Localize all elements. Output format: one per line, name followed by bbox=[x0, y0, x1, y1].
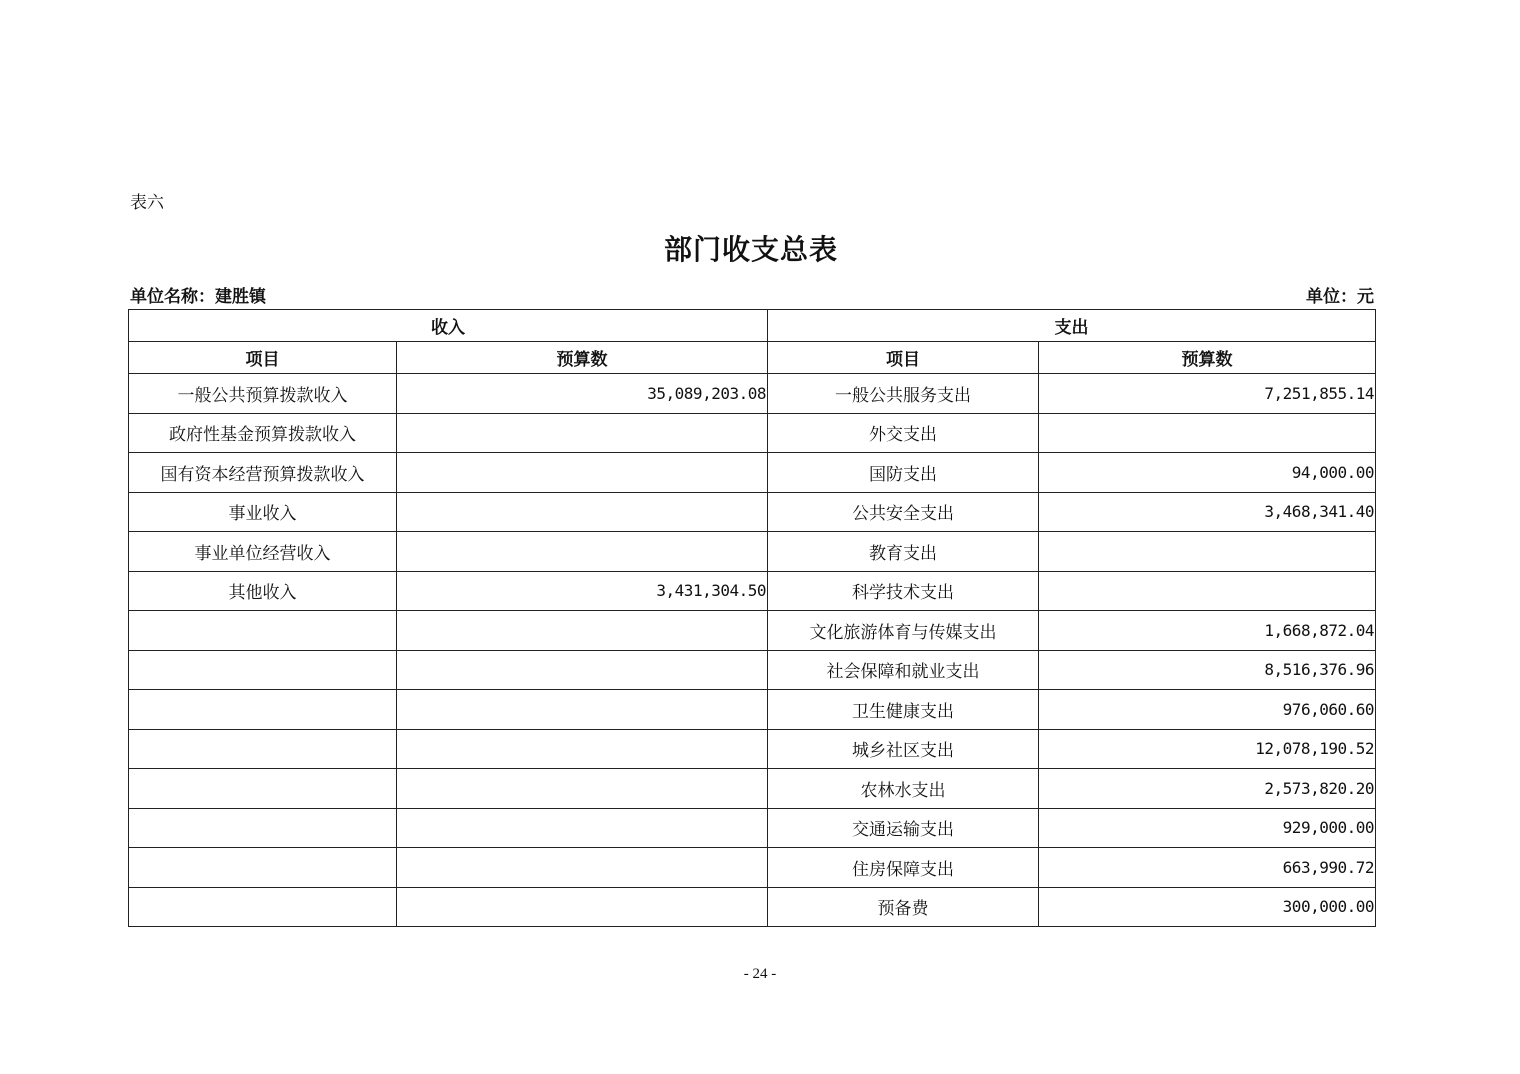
income-item-cell bbox=[129, 690, 397, 730]
income-item-cell: 事业收入 bbox=[129, 492, 397, 532]
budget-table-body bbox=[129, 374, 1376, 927]
table-row bbox=[129, 887, 1376, 927]
expense-item-cell: 科学技术支出 bbox=[768, 571, 1039, 611]
expense-amount-cell: 8,516,376.96 bbox=[1039, 650, 1376, 690]
income-amount-cell bbox=[397, 887, 768, 927]
expense-amount-cell: 976,060.60 bbox=[1039, 690, 1376, 730]
income-item-cell: 其他收入 bbox=[129, 571, 397, 611]
section-header-row bbox=[129, 310, 1376, 342]
table-row bbox=[129, 532, 1376, 572]
income-item-cell bbox=[129, 887, 397, 927]
income-amount-cell bbox=[397, 413, 768, 453]
table-row bbox=[129, 492, 1376, 532]
expense-amount-cell: 94,000.00 bbox=[1039, 453, 1376, 493]
income-amount-cell bbox=[397, 848, 768, 888]
expense-amount-cell: 3,468,341.40 bbox=[1039, 492, 1376, 532]
expense-item-cell: 文化旅游体育与传媒支出 bbox=[768, 611, 1039, 651]
table-row bbox=[129, 729, 1376, 769]
income-amount-cell bbox=[397, 453, 768, 493]
income-amount-cell bbox=[397, 690, 768, 730]
expense-item-cell: 住房保障支出 bbox=[768, 848, 1039, 888]
expense-item-cell: 一般公共服务支出 bbox=[768, 374, 1039, 414]
table-row bbox=[129, 650, 1376, 690]
expense-item-cell: 预备费 bbox=[768, 887, 1039, 927]
income-section-header: 收入 bbox=[129, 310, 768, 342]
expense-amount-cell: 929,000.00 bbox=[1039, 808, 1376, 848]
currency-unit-label: 单位：元 bbox=[1306, 287, 1374, 307]
expense-item-cell: 城乡社区支出 bbox=[768, 729, 1039, 769]
budget-summary-table bbox=[128, 309, 1376, 927]
expense-item-cell: 交通运输支出 bbox=[768, 808, 1039, 848]
table-row bbox=[129, 453, 1376, 493]
income-amount-cell bbox=[397, 729, 768, 769]
table-label: 表六 bbox=[130, 193, 164, 213]
expense-section-header: 支出 bbox=[768, 310, 1376, 342]
expense-item-cell: 卫生健康支出 bbox=[768, 690, 1039, 730]
income-item-cell bbox=[129, 729, 397, 769]
income-item-cell: 事业单位经营收入 bbox=[129, 532, 397, 572]
income-budget-header: 预算数 bbox=[397, 342, 768, 374]
table-row bbox=[129, 690, 1376, 730]
income-amount-cell bbox=[397, 808, 768, 848]
income-amount-cell bbox=[397, 532, 768, 572]
income-item-cell: 政府性基金预算拨款收入 bbox=[129, 413, 397, 453]
expense-item-header: 项目 bbox=[768, 342, 1039, 374]
expense-amount-cell bbox=[1039, 413, 1376, 453]
expense-item-cell: 农林水支出 bbox=[768, 769, 1039, 809]
expense-item-cell: 公共安全支出 bbox=[768, 492, 1039, 532]
table-row bbox=[129, 374, 1376, 414]
expense-item-cell: 教育支出 bbox=[768, 532, 1039, 572]
income-amount-cell: 3,431,304.50 bbox=[397, 571, 768, 611]
income-item-cell bbox=[129, 808, 397, 848]
expense-item-cell: 国防支出 bbox=[768, 453, 1039, 493]
page-title: 部门收支总表 bbox=[663, 233, 838, 266]
page-number: - 24 - bbox=[743, 966, 777, 982]
income-amount-cell bbox=[397, 650, 768, 690]
income-amount-cell bbox=[397, 492, 768, 532]
expense-amount-cell: 300,000.00 bbox=[1039, 887, 1376, 927]
income-item-cell bbox=[129, 650, 397, 690]
expense-budget-header: 预算数 bbox=[1039, 342, 1376, 374]
income-item-header: 项目 bbox=[129, 342, 397, 374]
income-item-cell bbox=[129, 611, 397, 651]
table-row bbox=[129, 413, 1376, 453]
income-item-cell: 一般公共预算拨款收入 bbox=[129, 374, 397, 414]
expense-amount-cell: 12,078,190.52 bbox=[1039, 729, 1376, 769]
income-item-cell bbox=[129, 848, 397, 888]
expense-amount-cell: 2,573,820.20 bbox=[1039, 769, 1376, 809]
expense-amount-cell bbox=[1039, 532, 1376, 572]
expense-amount-cell: 1,668,872.04 bbox=[1039, 611, 1376, 651]
income-amount-cell: 35,089,203.08 bbox=[397, 374, 768, 414]
income-item-cell bbox=[129, 769, 397, 809]
unit-name: 单位名称：建胜镇 bbox=[130, 287, 266, 307]
expense-item-cell: 外交支出 bbox=[768, 413, 1039, 453]
table-row bbox=[129, 571, 1376, 611]
expense-amount-cell: 663,990.72 bbox=[1039, 848, 1376, 888]
income-amount-cell bbox=[397, 611, 768, 651]
table-row bbox=[129, 808, 1376, 848]
table-row bbox=[129, 769, 1376, 809]
expense-amount-cell: 7,251,855.14 bbox=[1039, 374, 1376, 414]
expense-item-cell: 社会保障和就业支出 bbox=[768, 650, 1039, 690]
table-row bbox=[129, 611, 1376, 651]
income-item-cell: 国有资本经营预算拨款收入 bbox=[129, 453, 397, 493]
table-row bbox=[129, 848, 1376, 888]
income-amount-cell bbox=[397, 769, 768, 809]
expense-amount-cell bbox=[1039, 571, 1376, 611]
column-header-row bbox=[129, 342, 1376, 374]
